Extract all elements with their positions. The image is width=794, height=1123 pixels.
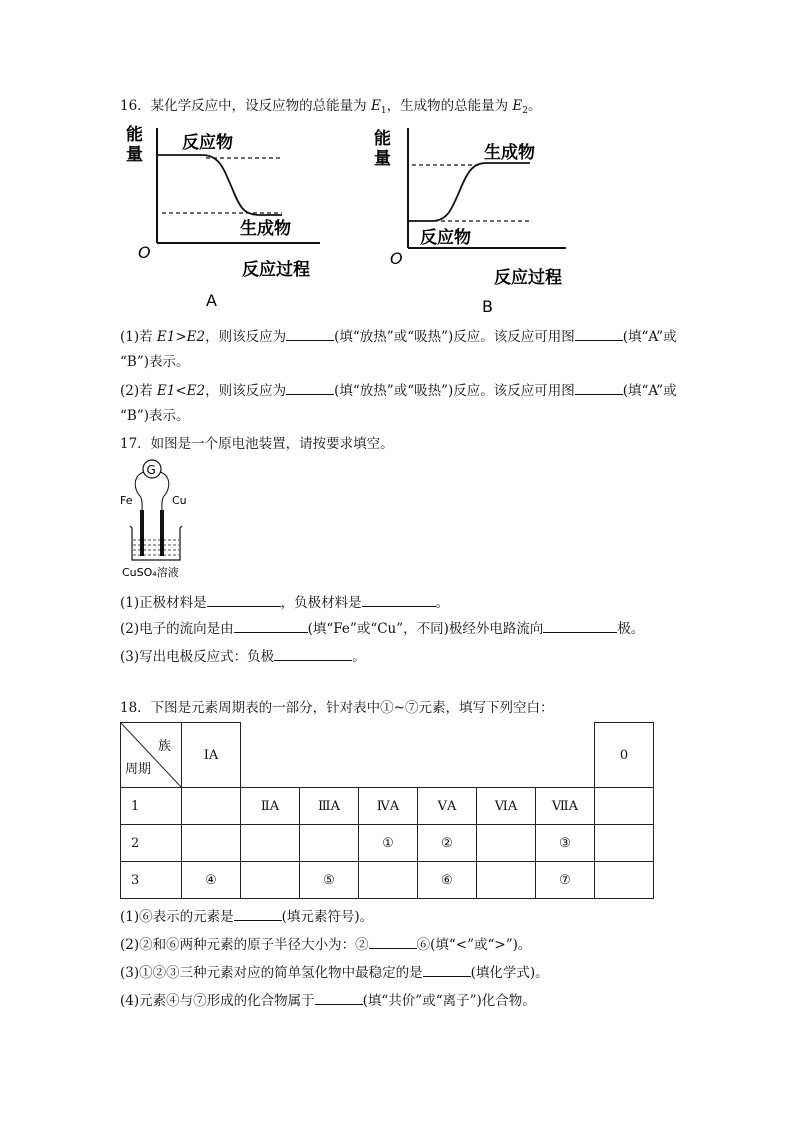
corner-diagonal bbox=[121, 723, 181, 787]
q17-p1-blank-2[interactable] bbox=[362, 592, 436, 607]
corner-period-label: 周期 bbox=[125, 762, 152, 777]
q16-p1-blank-2[interactable] bbox=[575, 326, 623, 341]
q18-p3-blank[interactable] bbox=[423, 962, 471, 977]
right-wire bbox=[160, 472, 169, 512]
graph-a-origin: O bbox=[138, 243, 151, 262]
q18-stem: 18．下图是元素周期表的一部分，针对表中①~⑦元素，填写下列空白： bbox=[120, 700, 554, 716]
header-group-ia: ⅠA bbox=[182, 723, 241, 788]
graph-b-caption: B bbox=[482, 297, 493, 316]
q17-p3-blank[interactable] bbox=[274, 646, 352, 661]
q16-p2-blank-1[interactable] bbox=[286, 380, 334, 395]
graph-a-caption: A bbox=[206, 291, 217, 310]
q16-p1-blank-1[interactable] bbox=[286, 326, 334, 341]
q18-part3: (3)①②③三种元素对应的简单氢化物中最稳定的是 (填化学式)。 bbox=[120, 962, 549, 983]
graph-a-ylabel-1: 能 bbox=[126, 125, 143, 145]
q18-part4: (4)元素④与⑦形成的化合物属于 (填“共价”或“离子”)化合物。 bbox=[120, 990, 536, 1011]
graph-a-bottom-label: 生成物 bbox=[240, 219, 291, 239]
q16-p2-blank-2[interactable] bbox=[575, 380, 623, 395]
q17-part3: (3)写出电极反应式：负极 。 bbox=[120, 646, 366, 667]
cu-electrode-label: Cu bbox=[172, 494, 187, 507]
q16-stem: 16．某化学反应中，设反应物的总能量为 $E_1$，生成物的总能量为 $E_2$。 bbox=[120, 98, 542, 116]
q18-p2-blank[interactable] bbox=[369, 934, 417, 949]
left-wire bbox=[135, 472, 144, 512]
fe-electrode-label: Fe bbox=[120, 494, 133, 507]
graph-b-xlabel: 反应过程 bbox=[494, 268, 562, 288]
table-row: 3 ④ ⑤ ⑥ ⑦ bbox=[121, 862, 654, 899]
graph-b-curve bbox=[408, 163, 530, 221]
corner-group-label: 族 bbox=[157, 739, 171, 754]
table-corner-cell bbox=[121, 723, 182, 788]
graph-b-ylabel-1: 能 bbox=[374, 129, 391, 149]
graph-a-curve bbox=[157, 155, 282, 215]
q18-part2: (2)②和⑥两种元素的原子半径大小为：② ⑥(填“<”或“>”)。 bbox=[120, 934, 531, 955]
graph-b-bottom-label: 反应物 bbox=[420, 228, 471, 248]
q18-p4-blank[interactable] bbox=[315, 990, 363, 1005]
q17-p1-blank-1[interactable] bbox=[207, 592, 281, 607]
table-row: 1 ⅡA ⅢA ⅣA ⅤA ⅥA ⅦA bbox=[121, 788, 654, 825]
table-header-gap bbox=[241, 723, 595, 788]
q17-p2-blank-2[interactable] bbox=[543, 618, 617, 633]
q16-part1: (1)若 E1>E2，则该反应为 (填“放热”或“吸热”)反应。该反应可用图 (填“A”或 bbox=[120, 326, 677, 347]
energy-graph-a bbox=[120, 118, 350, 318]
q17-stem: 17．如图是一个原电池装置，请按要求填空。 bbox=[120, 436, 394, 452]
graph-a-xlabel: 反应过程 bbox=[242, 260, 310, 280]
galvanometer-label: G bbox=[146, 463, 156, 477]
energy-graph-b bbox=[370, 118, 600, 318]
periodic-table-fragment bbox=[120, 722, 654, 899]
graph-b-origin: O bbox=[390, 249, 403, 268]
table-row: 2 ① ② ③ bbox=[121, 825, 654, 862]
galvanic-cell-figure bbox=[118, 456, 198, 582]
q17-part1: (1)正极材料是 ，负极材料是 。 bbox=[120, 592, 449, 613]
q17-p2-blank-1[interactable] bbox=[234, 618, 308, 633]
q17-part2: (2)电子的流向是由 (填“Fe”或“Cu”，不同)极经外电路流向 极。 bbox=[120, 618, 644, 639]
q16-part1-cont: “B”)表示。 bbox=[120, 354, 190, 370]
q16-part2: (2)若 E1<E2，则该反应为 (填“放热”或“吸热”)反应。该反应可用图 (填“A”或 bbox=[120, 380, 677, 401]
header-group-zero: 0 bbox=[595, 723, 654, 788]
graph-a-ylabel-2: 量 bbox=[126, 145, 143, 165]
solution-label: CuSO₄溶液 bbox=[122, 566, 179, 579]
graph-b-top-label: 生成物 bbox=[484, 143, 535, 163]
graph-a-top-label: 反应物 bbox=[182, 133, 233, 153]
q16-part2-cont: “B”)表示。 bbox=[120, 408, 190, 424]
graph-b-ylabel-2: 量 bbox=[374, 149, 391, 169]
q18-part1: (1)⑥表示的元素是 (填元素符号)。 bbox=[120, 906, 373, 927]
q18-p1-blank[interactable] bbox=[234, 906, 282, 921]
